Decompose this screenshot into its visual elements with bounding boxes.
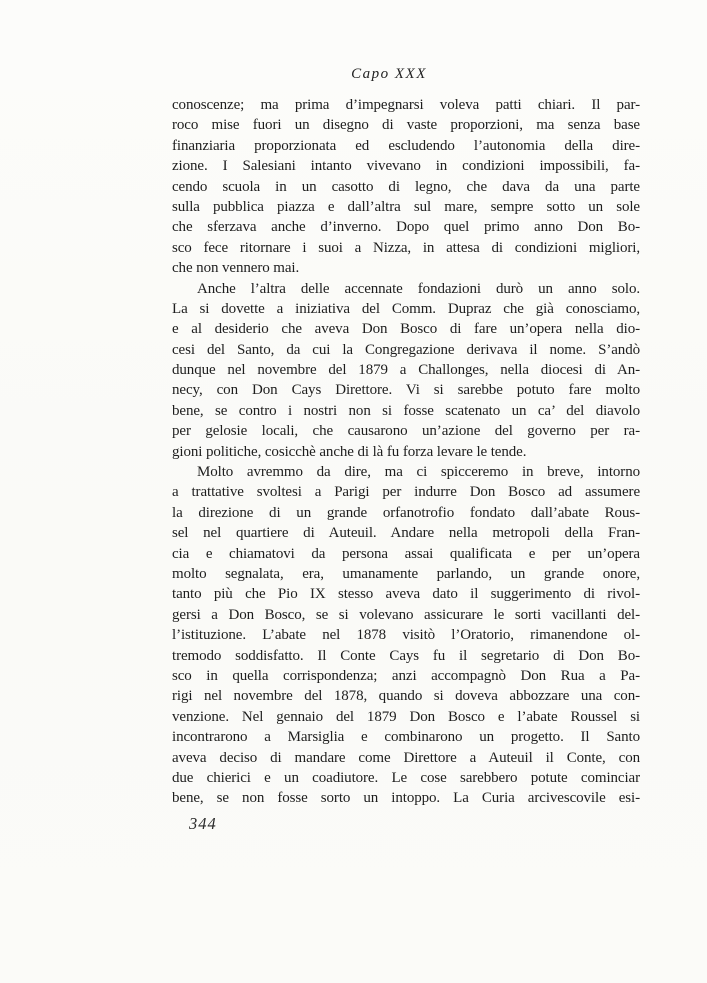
text-line: La si dovette a iniziativa del Comm. Dupraz che già conosciamo, — [172, 300, 640, 317]
text-line: venzione. Nel gennaio del 1879 Don Bosco e l’abate Roussel si — [172, 708, 640, 725]
text-line: bene, se contro i nostri non si fosse scatenato un ca’ del diavolo — [172, 402, 640, 419]
text-line: sulla pubblica piazza e dall’altra sul mare, sempre sotto un sole — [172, 198, 640, 215]
text-line: cesi del Santo, da cui la Congregazione derivava il nome. S’andò — [172, 341, 640, 358]
text-line: molto segnalata, era, umanamente parlando, un grande onore, — [172, 565, 640, 582]
page-number: 344 — [189, 814, 217, 833]
text-line: che sferzava anche d’inverno. Dopo quel primo anno Don Bo- — [172, 219, 640, 236]
text-line: sel nel quartiere di Auteuil. Andare nella metropoli della Fran- — [172, 525, 640, 542]
text-line: cia e chiamatovi da persona assai qualificata e per un’opera — [172, 545, 640, 562]
text-line: a trattative svoltesi a Parigi per indurre Don Bosco ad assumere — [172, 484, 640, 501]
text-line: zione. I Salesiani intanto vivevano in condizioni impossibili, fa- — [172, 158, 640, 175]
text-line: conoscenze; ma prima d’impegnarsi voleva patti chiari. Il par- — [172, 97, 640, 113]
text-line: necy, con Don Cays Direttore. Vi si sarebbe potuto fare molto — [172, 382, 640, 399]
text-line: per gelosie locali, che causarono un’azione del governo per ra- — [172, 423, 640, 440]
text-line: che non vennero mai. — [172, 260, 300, 277]
text-line: gersi a Don Bosco, se si volevano assicurare le sorti vacillanti del- — [172, 606, 640, 623]
text-line: bene, se non fosse sorto un intoppo. La Curia arcivescovile esi- — [172, 790, 640, 807]
text-line: due chierici e un coadiutore. Le cose sarebbero potute cominciar — [172, 769, 640, 786]
text-line: e al desiderio che aveva Don Bosco di fare un’opera nella dio- — [172, 321, 640, 338]
paragraph — [172, 462, 640, 809]
paragraph — [172, 95, 640, 279]
text-line: la direzione di un grande orfanotrofio fondato dall’abate Rous- — [172, 504, 640, 521]
text-line: aveva deciso di mandare come Direttore a Auteuil il Conte, con — [172, 749, 640, 766]
text-line: gioni politiche, cosicchè anche di là fu forza levare le tende. — [172, 443, 527, 460]
text-line: Molto avremmo da dire, ma ci spicceremo in breve, intorno — [197, 464, 640, 481]
text-line: Anche l’altra delle accennate fondazioni durò un anno solo. — [197, 280, 640, 297]
text-line: sco in quella corrispondenza; anzi accompagnò Don Rua a Pa- — [172, 667, 640, 684]
text-line: dunque nel novembre del 1879 a Challonges, nella diocesi di An- — [172, 362, 640, 379]
text-line: cendo scuola in un casotto di legno, che dava da una parte — [172, 178, 640, 195]
paragraph — [172, 279, 640, 463]
body-text-block — [172, 95, 640, 809]
text-line: roco mise fuori un disegno di vaste proporzioni, ma senza base — [172, 117, 640, 134]
text-line: tanto più che Pio IX stesso aveva dato il suggerimento di rivol- — [172, 586, 640, 603]
text-line: tremodo soddisfatto. Il Conte Cays fu il segretario di Don Bo- — [172, 647, 640, 664]
text-line: l’istituzione. L’abate nel 1878 visitò l’Oratorio, rimanendone ol- — [172, 627, 640, 644]
text-line: finanziaria proporzionata ed escludendo l’autonomia della dire- — [172, 137, 640, 154]
text-line: sco fece ritornare i suoi a Nizza, in attesa di condizioni migliori, — [172, 239, 640, 256]
text-line: rigi nel novembre del 1878, quando si doveva abbozzare una con- — [172, 688, 640, 705]
text-line: incontrarono a Marsiglia e combinarono un progetto. Il Santo — [172, 729, 640, 746]
chapter-header: Capo XXX — [351, 66, 427, 82]
